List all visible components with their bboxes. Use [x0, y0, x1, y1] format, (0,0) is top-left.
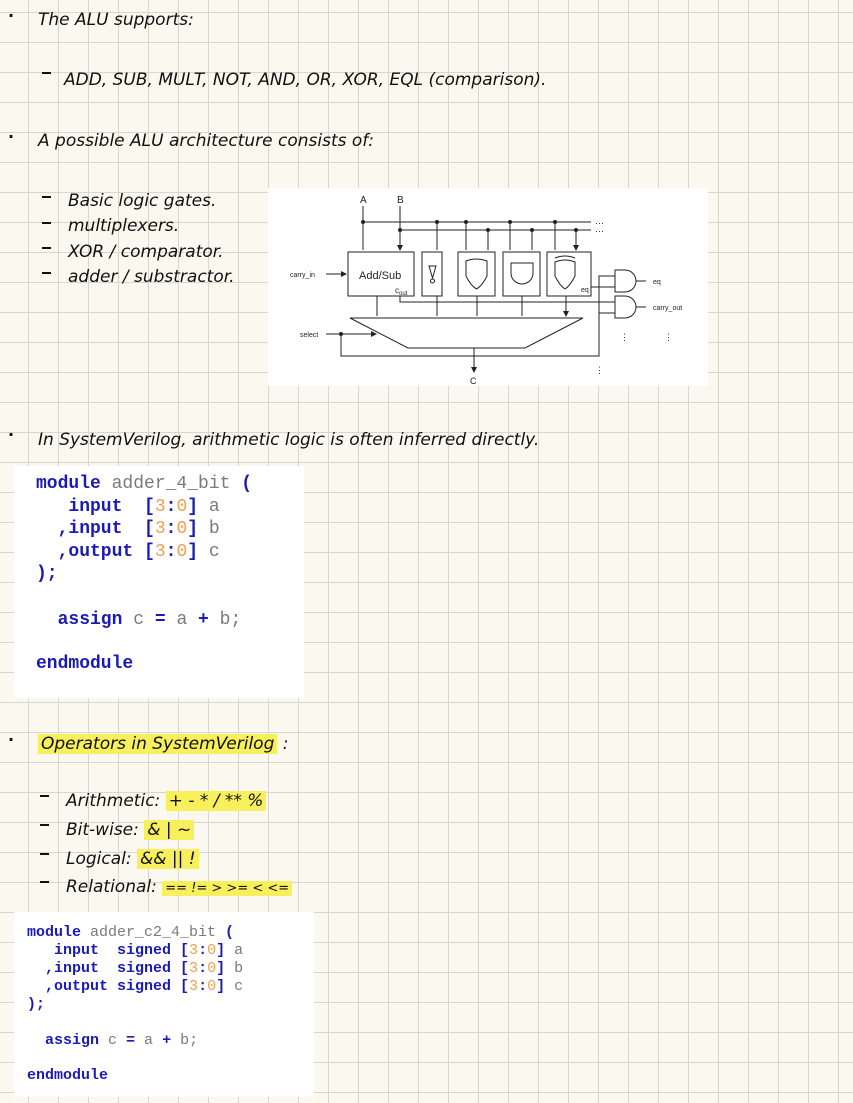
- operator-bitwise: Bit-wise: & | ~: [66, 820, 194, 840]
- not-gate-block: [422, 252, 442, 296]
- dash: [42, 72, 51, 74]
- dash: [40, 853, 49, 855]
- multiplexer: [350, 318, 583, 348]
- svg-text:cout: $c_{out}$: [395, 286, 408, 297]
- svg-text:carry_out: carry_out: [653, 305, 683, 312]
- svg-text:Add/Sub: Add/Sub: [359, 270, 402, 282]
- svg-text:select: select: [300, 332, 319, 339]
- input-b-label: B: [397, 195, 404, 206]
- note-alu-ops: ADD, SUB, MULT, NOT, AND, OR, XOR, EQL (comparison).: [64, 70, 547, 90]
- bullet: ·: [8, 6, 15, 25]
- dash: [42, 222, 51, 224]
- operator-relational: Relational: == != > >= < <=: [66, 877, 292, 897]
- list-item: XOR / comparator.: [68, 242, 224, 262]
- svg-text:⋮: ⋮: [620, 332, 629, 342]
- alu-diagram: [268, 188, 708, 386]
- list-item: adder / substractor.: [68, 267, 235, 287]
- dash: [42, 196, 51, 198]
- note-alu-supports: The ALU supports:: [38, 10, 194, 30]
- dash: [42, 272, 51, 274]
- note-operators-heading: Operators in SystemVerilog :: [38, 734, 289, 754]
- dash: [40, 824, 49, 826]
- svg-text:carry_in: carry_in: [290, 272, 315, 279]
- carry-and-gate: [615, 296, 636, 318]
- bullet: ·: [8, 425, 15, 444]
- code-block-adder-c2-4-bit: module adder_c2_4_bit ( input signed [3:0] a ,input signed [3:0] b ,output signed [3:0] c ); assign c = a + b; endmodule: [14, 912, 314, 1097]
- svg-text:⋯: ⋯: [595, 218, 604, 228]
- note-alu-architecture: A possible ALU architecture consists of:: [38, 131, 374, 151]
- operator-logical: Logical: && || !: [66, 849, 199, 869]
- dash: [42, 247, 51, 249]
- svg-text:C: C: [470, 376, 477, 386]
- svg-text:eq: eq: [581, 287, 589, 294]
- bullet: ·: [8, 127, 15, 146]
- list-item: Basic logic gates.: [68, 191, 217, 211]
- list-item: multiplexers.: [68, 216, 180, 236]
- svg-text:⋮: ⋮: [664, 332, 673, 342]
- dash: [40, 881, 49, 883]
- input-a-label: A: [360, 195, 367, 206]
- eq-and-gate: [615, 270, 636, 292]
- svg-text:⋯: ⋯: [595, 226, 604, 236]
- code-block-adder-4-bit: module adder_4_bit ( input [3:0] a ,input [3:0] b ,output [3:0] c ); assign c = a + b; endmodule: [14, 466, 304, 698]
- svg-text:⋮: ⋮: [595, 365, 604, 375]
- bullet: ·: [8, 730, 15, 749]
- dash: [40, 795, 49, 797]
- operator-arithmetic: Arithmetic: + - * / ** %: [66, 791, 266, 811]
- svg-text:eq: eq: [653, 279, 661, 286]
- and-gate-block: [503, 252, 540, 296]
- note-systemverilog-inferred: In SystemVerilog, arithmetic logic is often inferred directly.: [38, 430, 540, 450]
